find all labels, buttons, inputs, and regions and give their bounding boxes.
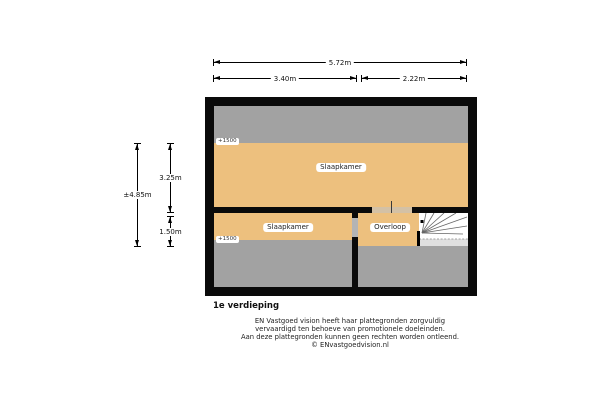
low-ceiling-zone-top xyxy=(214,106,468,143)
disclaimer-line: Aan deze plattegronden kunnen geen rechten worden ontleend. xyxy=(240,333,460,341)
dim-arrow xyxy=(135,240,139,246)
room-label-bedroom-small: Slaapkamer xyxy=(263,223,313,232)
dim-arrow xyxy=(460,60,466,64)
dimension-top-total xyxy=(213,59,467,66)
stair-wall-stub xyxy=(417,231,420,246)
height-marker-top: +1500 xyxy=(218,138,237,144)
room-label-bedroom-large: Slaapkamer xyxy=(316,163,366,172)
dim-arrow xyxy=(214,60,220,64)
floor-title: 1e verdieping xyxy=(213,301,280,311)
dim-tick xyxy=(167,246,174,247)
dim-arrow xyxy=(350,76,356,80)
dim-arrow xyxy=(214,76,220,80)
dim-label-left-upper: 3.25m xyxy=(156,174,184,182)
dimension-top-left xyxy=(213,75,357,82)
dim-label-top-right: 2.22m xyxy=(400,75,428,83)
dim-label-top-total: 5.72m xyxy=(326,59,354,67)
room-label-landing: Overloop xyxy=(370,223,410,232)
dim-tick xyxy=(167,212,174,213)
dim-label-top-left: 3.40m xyxy=(271,75,299,83)
room-bedroom-large xyxy=(214,143,468,207)
dim-arrow xyxy=(460,76,466,80)
dim-label-left-total: ±4.85m xyxy=(120,191,154,199)
dim-tick xyxy=(466,75,467,82)
dim-arrow xyxy=(135,144,139,150)
dimension-left-lower xyxy=(159,216,182,247)
dimension-left-upper xyxy=(159,143,182,213)
disclaimer-line: vervaardigd ten behoeve van promotionele doeleinden. xyxy=(255,325,445,333)
height-marker-bottom: +1500 xyxy=(218,236,237,242)
dimension-top-right xyxy=(361,75,467,82)
dim-arrow xyxy=(362,76,368,80)
door-leaf-mark xyxy=(391,201,392,213)
dim-arrow xyxy=(168,144,172,150)
dimension-left-total xyxy=(123,143,152,247)
disclaimer-line: EN Vastgoed vision heeft haar plattegronden zorgvuldig xyxy=(254,317,446,325)
dim-label-left-lower: 1.50m xyxy=(156,228,184,236)
dim-tick xyxy=(466,59,467,66)
dim-arrow xyxy=(168,217,172,223)
stairs xyxy=(419,213,468,246)
floor-plan xyxy=(205,97,477,296)
stairs-treads-icon xyxy=(419,213,468,246)
disclaimer-line: © ENvastgoedvision.nl xyxy=(311,341,389,349)
low-ceiling-zone-bottom-left xyxy=(214,240,352,287)
disclaimer xyxy=(175,317,525,349)
dim-tick xyxy=(356,75,357,82)
low-ceiling-zone-bottom-right xyxy=(358,246,468,287)
dim-arrow xyxy=(168,240,172,246)
dim-arrow xyxy=(168,206,172,212)
dim-tick xyxy=(134,246,141,247)
